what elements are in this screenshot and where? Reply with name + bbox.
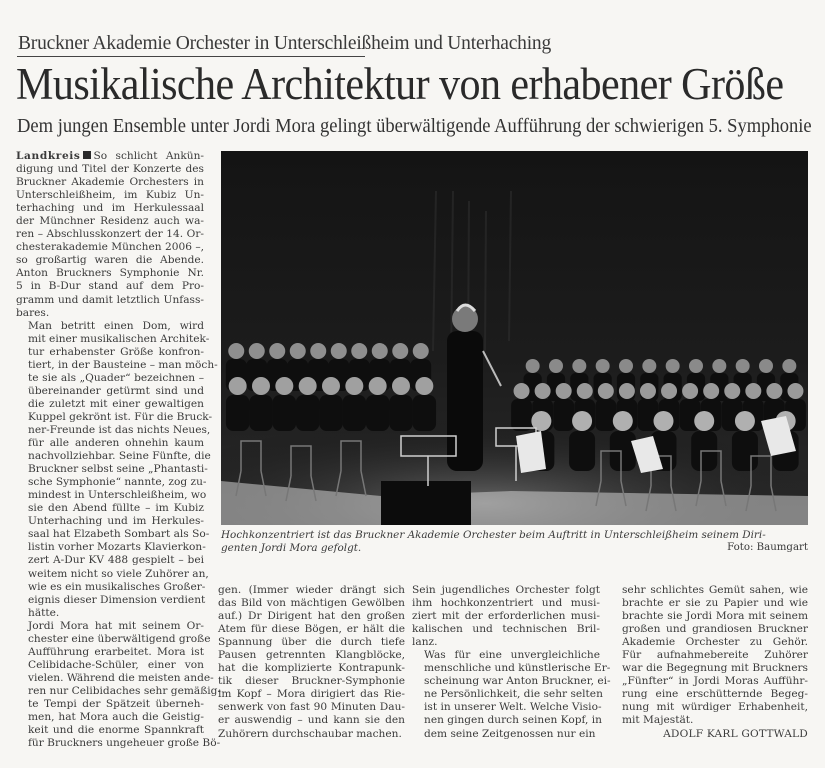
article-column-1 (16, 150, 222, 750)
text-line: keit und die enorme Spannkraft (28, 724, 204, 737)
text-line: saal hat Elzabeth Sombart als So- (28, 528, 210, 541)
musician-head (759, 359, 773, 373)
text-line: ihm hochkonzentriert und musi- (412, 597, 600, 610)
text-line: ner-Freunde ist das nichts Neues, (28, 423, 211, 436)
photo-caption (221, 529, 808, 554)
musician-head (689, 359, 703, 373)
text-line: te sie als „Quader“ bezeichnen – (28, 371, 204, 384)
text-line: vielen. Während die meisten ande- (28, 671, 214, 684)
text-line: tur erhabenster Größe konfron- (28, 345, 204, 358)
musician-head (619, 383, 635, 399)
text-line: wie es ein musikalisches Großer- (28, 580, 206, 593)
text-line: „Fünfter“ in Jordi Moras Aufführ- (622, 675, 808, 688)
text-line: menschliche und künstlerische Er- (424, 662, 611, 675)
text-line: ziert mit der erforderlichen musi- (412, 610, 600, 623)
text-line: Kuppel gekrönt ist. Für die Bruck- (28, 410, 213, 423)
dateline: Landkreis (16, 150, 81, 162)
subheadline: Dem jungen Ensemble unter Jordi Mora gelingt überwältigende Aufführung der schwierigen 5. Symphonie (17, 115, 812, 137)
text-line: der Münchner Residenz auch wa- (16, 215, 204, 228)
musician-head (654, 411, 674, 431)
musician-head (666, 359, 680, 373)
dateline-square-icon (83, 151, 91, 159)
musician-body (296, 395, 319, 431)
musician-head (619, 359, 633, 373)
musician-body (319, 395, 342, 431)
text-line: Akademie Orchester zu Gehör. (622, 636, 808, 649)
text-line: rung eine erschütternde Begeg- (622, 688, 808, 701)
text-line: Atem für diese Bögen, er hält die (218, 623, 405, 636)
article-paragraph (412, 649, 611, 740)
text-line: das Bild von mächtigen Gewölben (218, 597, 405, 610)
text-line: für Bruckners ungeheuer große Bö- (28, 737, 221, 750)
musician-body (595, 399, 616, 431)
caption-line: genten Jordi Mora gefolgt. (221, 541, 362, 554)
text-line: scheinung war Anton Bruckner, ei- (424, 675, 611, 688)
musician-head (598, 383, 614, 399)
musician-head (249, 343, 265, 359)
musician-body (273, 395, 296, 431)
article-paragraph (16, 150, 204, 320)
musician-head (322, 377, 340, 395)
musician-head (556, 383, 572, 399)
musician-head (331, 343, 347, 359)
musician-head (392, 377, 410, 395)
text-line: hätte. (28, 606, 60, 619)
text-line: weitem nicht so viele Zuhörer an, (28, 567, 209, 580)
orchestra-photo-image (221, 151, 808, 525)
musician-head (682, 383, 698, 399)
text-line: Bruckner selbst seine „Phantasti- (28, 463, 208, 476)
conductor-podium (381, 481, 471, 525)
musician-head (526, 359, 540, 373)
musician-head (229, 377, 247, 395)
musician-head (712, 359, 726, 373)
text-line (16, 150, 204, 163)
text-line: men, hat Mora auch die Geistig- (28, 711, 204, 724)
musician-body (249, 395, 272, 431)
text-line: Sein jugendliches Orchester folgt (412, 584, 600, 596)
text-line: mindest in Unterschleißheim, wo (28, 489, 207, 502)
musician-body (569, 431, 595, 471)
text-line: die zuletzt mit einer gewaltigen (28, 397, 204, 410)
text-line: gramm und damit letztlich Unfass- (16, 293, 204, 306)
text-line: Anton Bruckners Symphonie Nr. (16, 267, 204, 280)
text-line: ist in unserer Welt. Welche Visio- (424, 701, 602, 714)
article-paragraph (16, 319, 218, 620)
musician-head (642, 359, 656, 373)
text-line: nung mit würdiger Erhabenheit, (622, 701, 808, 714)
musician-body (553, 399, 574, 431)
text-line: kalischen und technischen Bril- (412, 623, 600, 636)
musician-body (413, 395, 436, 431)
musician-head (228, 343, 244, 359)
text-line: sie den Abend füllte – im Kubiz (28, 502, 204, 515)
text-line: sche Symphonie“ nannte, zog zu- (28, 476, 207, 489)
text-line: Jordi Mora hat mit seinem Or- (28, 619, 204, 632)
text-line: großen und grandiosen Bruckner (622, 623, 808, 636)
musician-head (415, 377, 433, 395)
text-line: nen gingen durch seinen Kopf, in (424, 714, 602, 727)
musician-head (661, 383, 677, 399)
photo-credit: Foto: Baumgart (727, 542, 808, 553)
text-line: Bruckner Akademie Orchesters in (16, 176, 204, 189)
text-line: Pausen getrennten Klangblöcke, (218, 649, 405, 662)
musician-head (252, 377, 270, 395)
text-line: 5 in B-Dur stand auf dem Pro- (16, 280, 204, 293)
musician-head (299, 377, 317, 395)
text-line: lanz. (412, 636, 438, 649)
text-line: ne Persönlichkeit, die sehr selten (424, 688, 603, 701)
musician-body (511, 399, 532, 431)
text-line: digung und Titel der Konzerte des (16, 163, 204, 176)
musician-body (389, 395, 412, 431)
musician-head (745, 383, 761, 399)
text-line: Für aufnahmebereite Zuhörer (622, 649, 808, 662)
musician-head (736, 359, 750, 373)
musician-head (290, 343, 306, 359)
text-line: Zuhörern durchschaubar machen. (218, 727, 402, 740)
text-line: Spannung über die durch tiefe (218, 636, 405, 649)
text-line: im Kopf – Mora dirigiert das Rie- (218, 688, 405, 701)
text-line: brachte sie Jordi Mora mit seinem (622, 610, 808, 623)
text-line: senwerk von fast 90 Minuten Dau- (218, 701, 405, 714)
text-line: mit einer musikalischen Architek- (28, 332, 210, 345)
musician-head (549, 359, 563, 373)
text-line: für alle anderen ohnehin kaum (28, 437, 204, 450)
text-line: Was für eine unvergleichliche (424, 649, 600, 662)
musician-head (596, 359, 610, 373)
headline: Musikalische Architektur von erhabener Größe (16, 59, 784, 109)
article-column-3 (412, 584, 611, 741)
musician-head (782, 359, 796, 373)
text-line: Unterschleißheim, im Kubiz Un- (16, 189, 204, 202)
text-line: tiert, in der Bausteine – man möch- (28, 358, 218, 371)
musician-head (766, 383, 782, 399)
text-line: te Tempi der Spätzeit überneh- (28, 697, 204, 710)
musician-body (226, 395, 249, 431)
text-line: ren nur Celibidaches sehr gemäßig- (28, 684, 222, 697)
caption-line: Hochkonzentriert ist das Bruckner Akademie Orchester beim Auftritt in Unterschleißheim seinem Diri- (221, 529, 766, 541)
text-line: sehr schlichtes Gemüt sahen, wie (622, 584, 808, 596)
musician-body (343, 395, 366, 431)
text-line: hat die komplizierte Kontrapunk- (218, 662, 405, 675)
musician-head (351, 343, 367, 359)
text-line-content: So schlicht Ankün- (93, 150, 204, 162)
text-line: dem seine Zeitgenossen nur ein (424, 727, 596, 740)
musician-head (269, 343, 285, 359)
kicker-underline (17, 56, 365, 57)
text-line: listin vorher Mozarts Klavierkon- (28, 541, 206, 554)
text-line: er auswendig – und kann sie den (218, 714, 405, 727)
text-line: gen. (Immer wieder drängt sich (218, 584, 405, 596)
musician-head (703, 383, 719, 399)
musician-head (369, 377, 387, 395)
musician-head (640, 383, 656, 399)
text-line: mit Majestät. (622, 714, 694, 727)
author-byline: ADOLF KARL GOTTWALD (663, 727, 808, 740)
musician-head (694, 411, 714, 431)
text-line: bares. (16, 306, 50, 319)
musician-head (310, 343, 326, 359)
musician-head (577, 383, 593, 399)
orchestra-photo (221, 151, 808, 525)
musician-head (345, 377, 363, 395)
musician-head (413, 343, 429, 359)
text-line: nachvollziehbar. Seine Fünfte, die (28, 450, 211, 463)
text-line: so großartig waren die Abende. (16, 254, 204, 267)
text-line: war die Begegnung mit Bruckners (622, 662, 808, 675)
article-column-4 (622, 584, 808, 741)
text-line: chesterakademie München 2006 –, (16, 241, 204, 254)
text-line: tik dieser Bruckner-Symphonie (218, 675, 405, 688)
musician-head (535, 383, 551, 399)
musician-body (366, 395, 389, 431)
musician-head (735, 411, 755, 431)
musician-body (732, 431, 758, 471)
text-line: eignis dieser Dimension verdient (28, 593, 206, 606)
text-line: Unterhaching und im Herkules- (28, 515, 204, 528)
text-line: Celibidache-Schüler, einer von (28, 658, 204, 671)
text-line: zert A-Dur KV 488 gespielt – bei (28, 554, 204, 567)
musician-head (613, 411, 633, 431)
kicker: Bruckner Akademie Orchester in Unterschleißheim und Unterhaching (18, 33, 552, 54)
article-paragraph (218, 584, 405, 741)
text-line: übereinander getürmt sind und (28, 384, 204, 397)
article-paragraph (16, 619, 222, 750)
text-line: chester eine überwältigend große (28, 632, 211, 645)
musician-head (275, 377, 293, 395)
text-line: terhaching und im Herkulessaal (16, 202, 204, 215)
text-line: Man betritt einen Dom, wird (28, 319, 204, 332)
text-line: auf.) Dr Dirigent hat den großen (218, 610, 405, 623)
musician-head (392, 343, 408, 359)
article-paragraph (622, 584, 808, 728)
article-paragraph (412, 584, 600, 649)
text-line: ren – Abschlusskonzert der 14. Or- (16, 228, 204, 241)
text-line: brachte er sie zu Papier und wie (622, 597, 808, 610)
article-column-2 (218, 584, 405, 741)
musician-head (787, 383, 803, 399)
musician-head (724, 383, 740, 399)
musician-head (572, 411, 592, 431)
text-line: Aufführung erarbeitet. Mora ist (28, 645, 204, 658)
musician-head (572, 359, 586, 373)
musician-head (372, 343, 388, 359)
musician-head (514, 383, 530, 399)
